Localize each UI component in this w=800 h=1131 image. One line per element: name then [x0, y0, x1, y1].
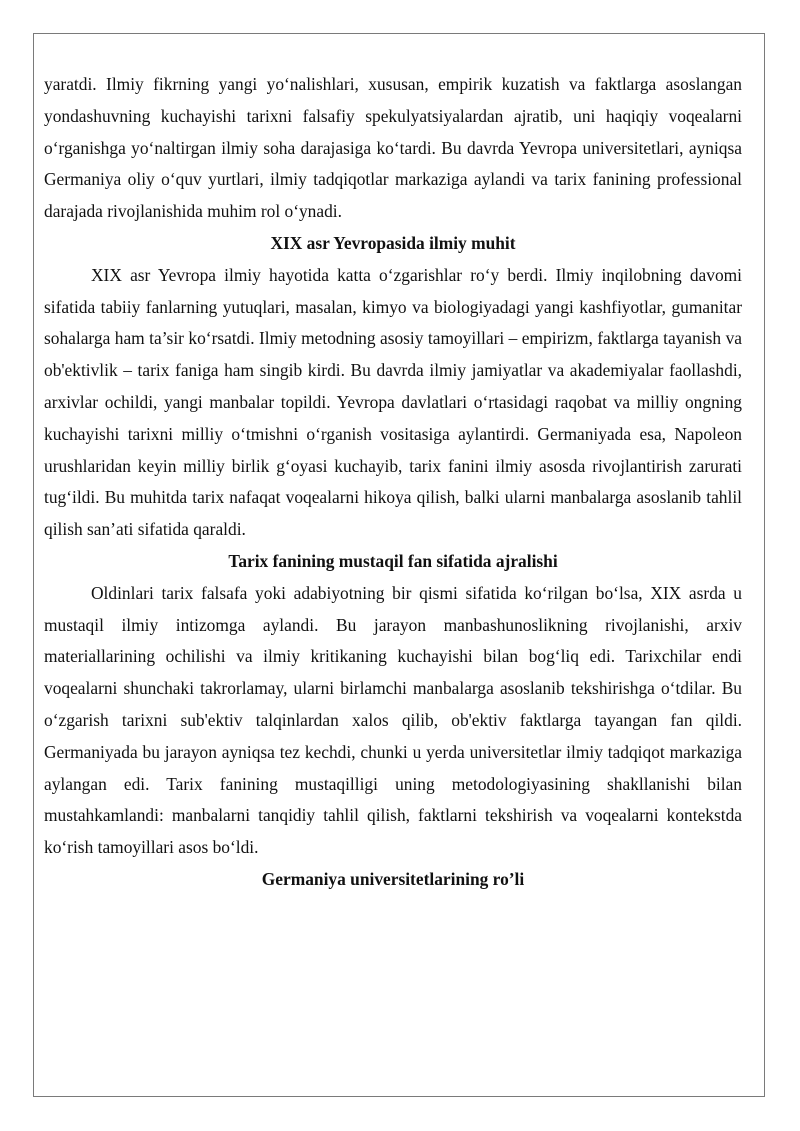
- section-heading-german-universities: Germaniya universitetlarining ro’li: [261, 868, 525, 889]
- section-paragraph-history-as-independent-science: Oldinlari tarix falsafa yoki adabiyotning bir qismi sifatida ko‘rilgan bo‘lsa, XIX asrda u mustaqil ilmiy intizomga aylandi. Bu jarayon manbashunoslikning rivojlanishi, arxiv materiallarining ochilishi va ilmiy kritikaning kuchayishi bilan bog‘liq edi. Tarixchilar endi voqealarni shunchaki takrorlamay, ularni birlamchi manbalarga asoslanib tekshirishga o‘tdilar. Bu o‘zgarish tarixni sub'ektiv talqinlardan xalos qilib, ob'ektiv faktlarga tayangan fan qildi. Germaniyada bu jarayon ayniqsa tez kechdi, chunki u yerda universitetlar ilmiy tadqiqot markaziga aylangan edi. Tarix fanining mustaqilligi uning metodologiyasining shakllanishi bilan mustahkamlandi: manbalarni tanqidiy tahlil qilish, faktlarni tekshirish va voqealarni kontekstda ko‘rish tamoyillari asos bo‘ldi.: [44, 582, 742, 858]
- section-heading-scientific-environment: XIX asr Yevropasida ilmiy muhit: [270, 232, 516, 253]
- section-paragraph-scientific-environment: XIX asr Yevropa ilmiy hayotida katta o‘zgarishlar ro‘y berdi. Ilmiy inqilobning davomi sifatida tabiiy fanlarning yutuqlari, masalan, kimyo va biologiyadagi yangi kashfiyotlar, gumanitar sohalarga ham ta’sir ko‘rsatdi. Ilmiy metodning asosiy tamoyillari – empirizm, faktlarga tayanish va ob'ektivlik – tarix faniga ham singib kirdi. Bu davrda ilmiy jamiyatlar va akademiyalar faollashdi, arxivlar ochildi, yangi manbalar topildi. Yevropa davlatlari o‘rtasidagi raqobat va milliy ongning kuchayishi tarixni milliy o‘tmishni o‘rganish vositasiga aylantirdi. Germaniyada esa, Napoleon urushlaridan keyin milliy birlik g‘oyasi kuchayib, tarix fanini ilmiy asosda rivojlantirish zarurati tug‘ildi. Bu muhitda tarix nafaqat voqealarni hikoya qilish, balki ularni manbalarga asoslanib tahlil qilish san’ati sifatida qaraldi.: [44, 264, 742, 540]
- document-body: [44, 69, 742, 896]
- intro-paragraph: yaratdi. Ilmiy fikrning yangi yo‘nalishlari, xususan, empirik kuzatish va faktlarga asoslangan yondashuvning kuchayishi tarixni falsafiy spekulyatsiyalardan ajratib, uni haqiqiy voqealarni o‘rganishga yo‘naltirgan ilmiy soha darajasiga ko‘tardi. Bu davrda Yevropa universitetlari, ayniqsa Germaniya oliy o‘quv yurtlari, ilmiy tadqiqotlar markaziga aylandi va tarix fanining professional darajada rivojlanishida muhim rol o‘ynadi.: [44, 74, 742, 222]
- section-heading-history-as-independent-science: Tarix fanining mustaqil fan sifatida ajralishi: [228, 550, 558, 571]
